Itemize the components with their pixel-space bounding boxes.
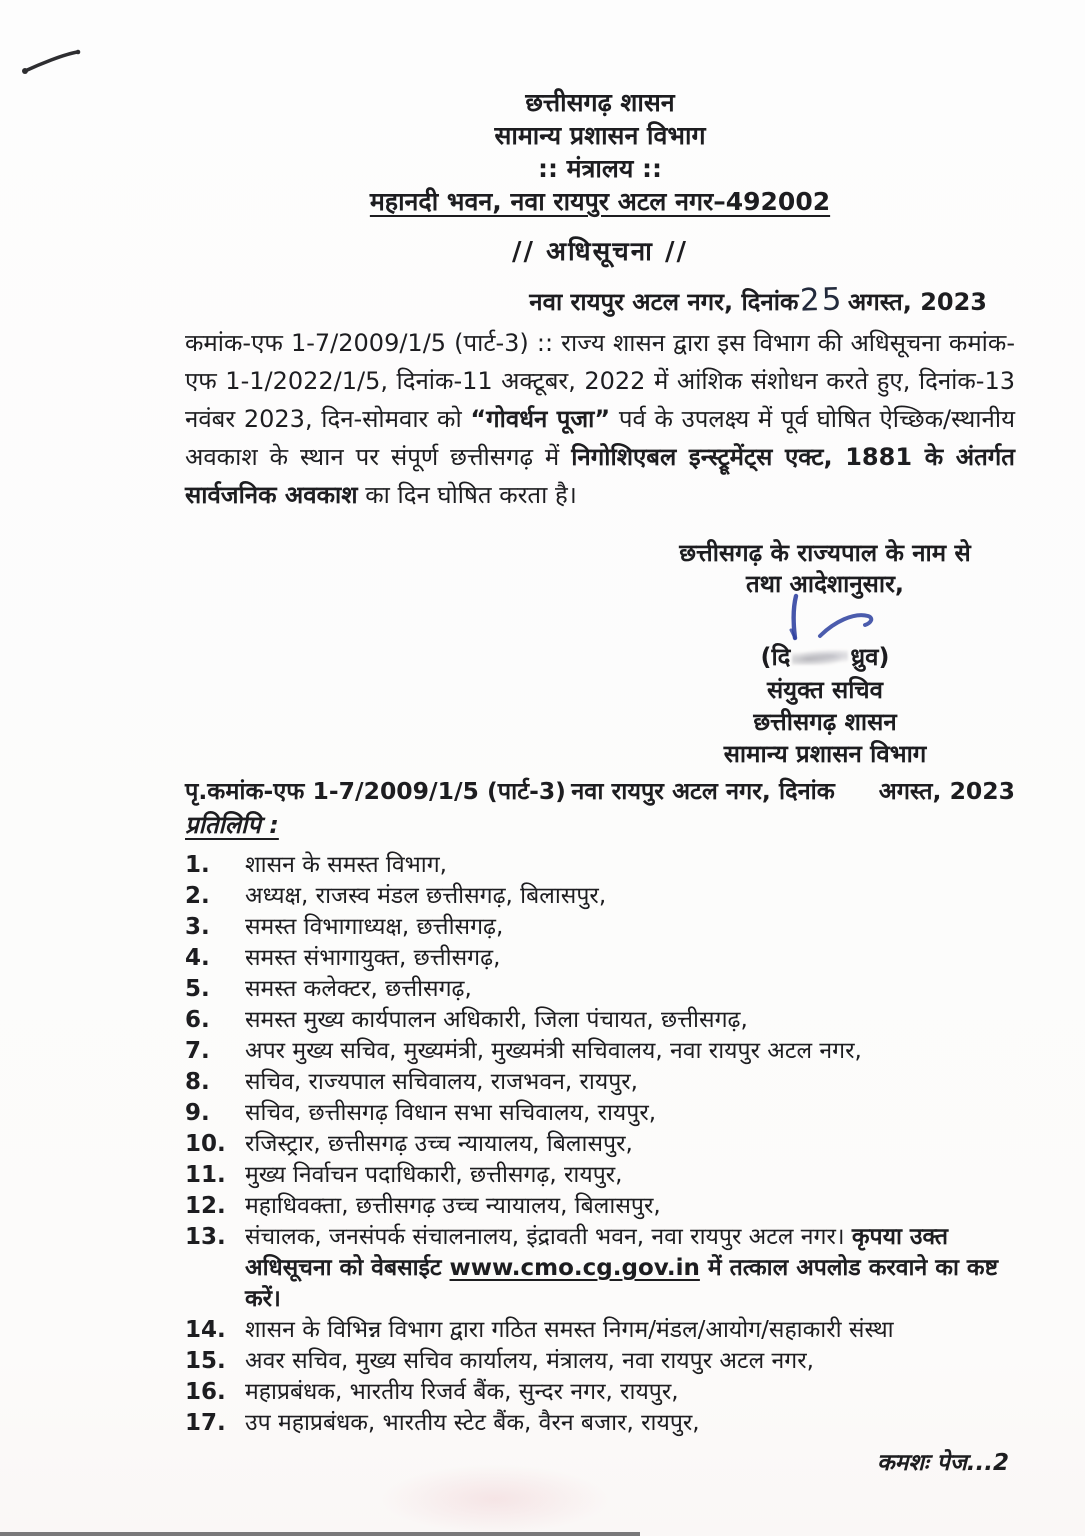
document-content	[185, 86, 1015, 1477]
item-text: शासन के समस्त विभाग,	[245, 852, 447, 878]
copy-list	[185, 850, 1015, 1439]
signatory-name-prefix: (दि	[760, 643, 791, 671]
upload-request-bold: कृपया उक्त अधिसूचना को वेबसाईट	[245, 1224, 948, 1281]
item-number: 11.	[185, 1162, 226, 1188]
item-number: 10.	[185, 1131, 226, 1157]
signatory-name-line	[635, 640, 1015, 674]
list-item	[185, 850, 1015, 881]
list-item	[185, 1098, 1015, 1129]
list-item	[185, 1067, 1015, 1098]
handwritten-day: 25	[799, 281, 845, 319]
signatory-department: सामान्य प्रशासन विभाग	[723, 740, 927, 768]
endorsement-date	[571, 774, 1015, 808]
item-text: महाधिवक्ता, छत्तीसगढ़ उच्च न्यायालय, बिलासपुर,	[245, 1193, 661, 1219]
body-text: पर्व के उपलक्ष्य में पूर्व घोषित ऐच्छिक/स्थानीय अवकाश के स्थान पर संपूर्ण छत्तीसगढ़ में	[185, 405, 1015, 471]
item-text: उप महाप्रबंधक, भारतीय स्टेट बैंक, वैरन बजार, रायपुर,	[245, 1410, 700, 1436]
festival-name-bold: “गोवर्धन पूजा”	[470, 405, 611, 433]
list-item	[185, 1408, 1015, 1439]
list-item	[185, 1036, 1015, 1067]
item-number: 5.	[185, 976, 210, 1002]
obscured-name-smudge	[792, 650, 848, 665]
list-item	[185, 1222, 1015, 1315]
item-text: महाप्रबंधक, भारतीय रिजर्व बैंक, सुन्दर नगर, रायपुर,	[245, 1379, 679, 1405]
endorsement-month-year: अगस्त, 2023	[878, 777, 1015, 805]
list-item	[185, 912, 1015, 943]
item-text: समस्त संभागायुक्त, छत्तीसगढ़,	[245, 945, 501, 971]
item-number: 16.	[185, 1379, 226, 1405]
list-item	[185, 881, 1015, 912]
item-text: समस्त मुख्य कार्यपालन अधिकारी, जिला पंचायत, छत्तीसगढ़,	[245, 1007, 748, 1033]
list-item	[185, 1346, 1015, 1377]
letterhead	[185, 86, 1015, 218]
item-text-normal: संचालक, जनसंपर्क संचालनालय, इंद्रावती भवन, नवा रायपुर अटल नगर।	[245, 1224, 852, 1250]
item-number: 14.	[185, 1317, 226, 1343]
government-name: छत्तीसगढ़ शासन	[525, 88, 675, 117]
item-text	[245, 1222, 1015, 1315]
scan-smudge	[380, 1464, 610, 1534]
body-text: कमांक-एफ 1-7/2009/1/5 (पार्ट-3) :: राज्य शासन द्वारा इस विभाग की अधिसूचना कमांक-एफ 1-1/2022/1/5, दिनांक-11 अक्टूबर, 2022 में आंशिक संशोधन करते हुए, दिनांक-13 नवंबर 2023, दिन-सोमवार को	[185, 329, 1015, 433]
signatory-name-suffix: ध्रुव)	[850, 643, 890, 671]
item-number: 15.	[185, 1348, 226, 1374]
item-number: 7.	[185, 1038, 210, 1064]
office-name: :: मंत्रालय ::	[537, 154, 663, 183]
endorsement-place: नवा रायपुर अटल नगर, दिनांक	[571, 777, 835, 805]
website-url: www.cmo.cg.gov.in	[449, 1255, 700, 1281]
issue-month-year: अगस्त, 2023	[847, 288, 987, 316]
item-text: शासन के विभिन्न विभाग द्वारा गठित समस्त निगम/मंडल/आयोग/सहाकारी संस्था	[245, 1317, 894, 1343]
item-number: 12.	[185, 1193, 226, 1219]
item-text: समस्त विभागाध्यक्ष, छत्तीसगढ़,	[245, 914, 504, 940]
copy-to-heading: प्रतिलिपि :	[185, 811, 279, 839]
item-number: 1.	[185, 852, 210, 878]
by-order-line: तथा आदेशानुसार,	[745, 570, 905, 598]
item-text: रजिस्ट्रार, छत्तीसगढ़ उच्च न्यायालय, बिलासपुर,	[245, 1131, 633, 1157]
item-number: 17.	[185, 1410, 226, 1436]
upload-request-bold: में तत्काल अपलोड करवाने का कष्ट करें।	[245, 1255, 999, 1312]
item-number: 13.	[185, 1224, 226, 1250]
list-item	[185, 1377, 1015, 1408]
list-item	[185, 1129, 1015, 1160]
item-text: अध्यक्ष, राजस्व मंडल छत्तीसगढ़, बिलासपुर,	[245, 883, 607, 909]
office-address: महानदी भवन, नवा रायपुर अटल नगर–492002	[369, 187, 831, 216]
list-item	[185, 974, 1015, 1005]
endorsement-line	[185, 774, 1015, 808]
notification-title: // अधिसूचना //	[512, 237, 688, 267]
item-number: 3.	[185, 914, 210, 940]
closing-block	[635, 538, 1015, 770]
item-text: समस्त कलेक्टर, छत्तीसगढ़,	[245, 976, 472, 1002]
signatory-government: छत्तीसगढ़ शासन	[753, 708, 897, 736]
item-text: सचिव, छत्तीसगढ़ विधान सभा सचिवालय, रायपुर,	[245, 1100, 657, 1126]
item-number: 6.	[185, 1007, 210, 1033]
item-text: अवर सचिव, मुख्य सचिव कार्यालय, मंत्रालय, नवा रायपुर अटल नगर,	[245, 1348, 814, 1374]
signatory-designation: संयुक्त सचिव	[766, 676, 884, 704]
act-reference-bold: निगोशिएबल इन्स्ट्रूमेंट्स एक्ट, 1881 के अंतर्गत सार्वजनिक अवकाश	[185, 443, 1015, 509]
item-text: सचिव, राज्यपाल सचिवालय, राजभवन, रायपुर,	[245, 1069, 638, 1095]
in-the-name-of-governor: छत्तीसगढ़ के राज्यपाल के नाम से	[679, 539, 971, 567]
item-number: 4.	[185, 945, 210, 971]
issue-date-line	[185, 282, 1015, 320]
item-text: अपर मुख्य सचिव, मुख्यमंत्री, मुख्यमंत्री सचिवालय, नवा रायपुर अटल नगर,	[245, 1038, 862, 1064]
list-item	[185, 1160, 1015, 1191]
notification-body	[185, 324, 1015, 514]
continuation-note: कमशः पेज...2	[876, 1450, 1009, 1476]
pen-stroke-mark	[20, 46, 86, 78]
list-item	[185, 1005, 1015, 1036]
list-item	[185, 1315, 1015, 1346]
item-text: मुख्य निर्वाचन पदाधिकारी, छत्तीसगढ़, रायपुर,	[245, 1162, 623, 1188]
list-item	[185, 943, 1015, 974]
endorsement-ref-number: पृ.कमांक-एफ 1-7/2009/1/5 (पार्ट-3)	[185, 777, 566, 805]
list-item	[185, 1191, 1015, 1222]
department-name: सामान्य प्रशासन विभाग	[494, 121, 706, 150]
issue-place: नवा रायपुर अटल नगर, दिनांक	[529, 288, 799, 316]
item-number: 9.	[185, 1100, 210, 1126]
body-text: का दिन घोषित करता है।	[357, 481, 577, 509]
page-bottom-scan-edge	[0, 1532, 640, 1536]
item-number: 8.	[185, 1069, 210, 1095]
item-number: 2.	[185, 883, 210, 909]
